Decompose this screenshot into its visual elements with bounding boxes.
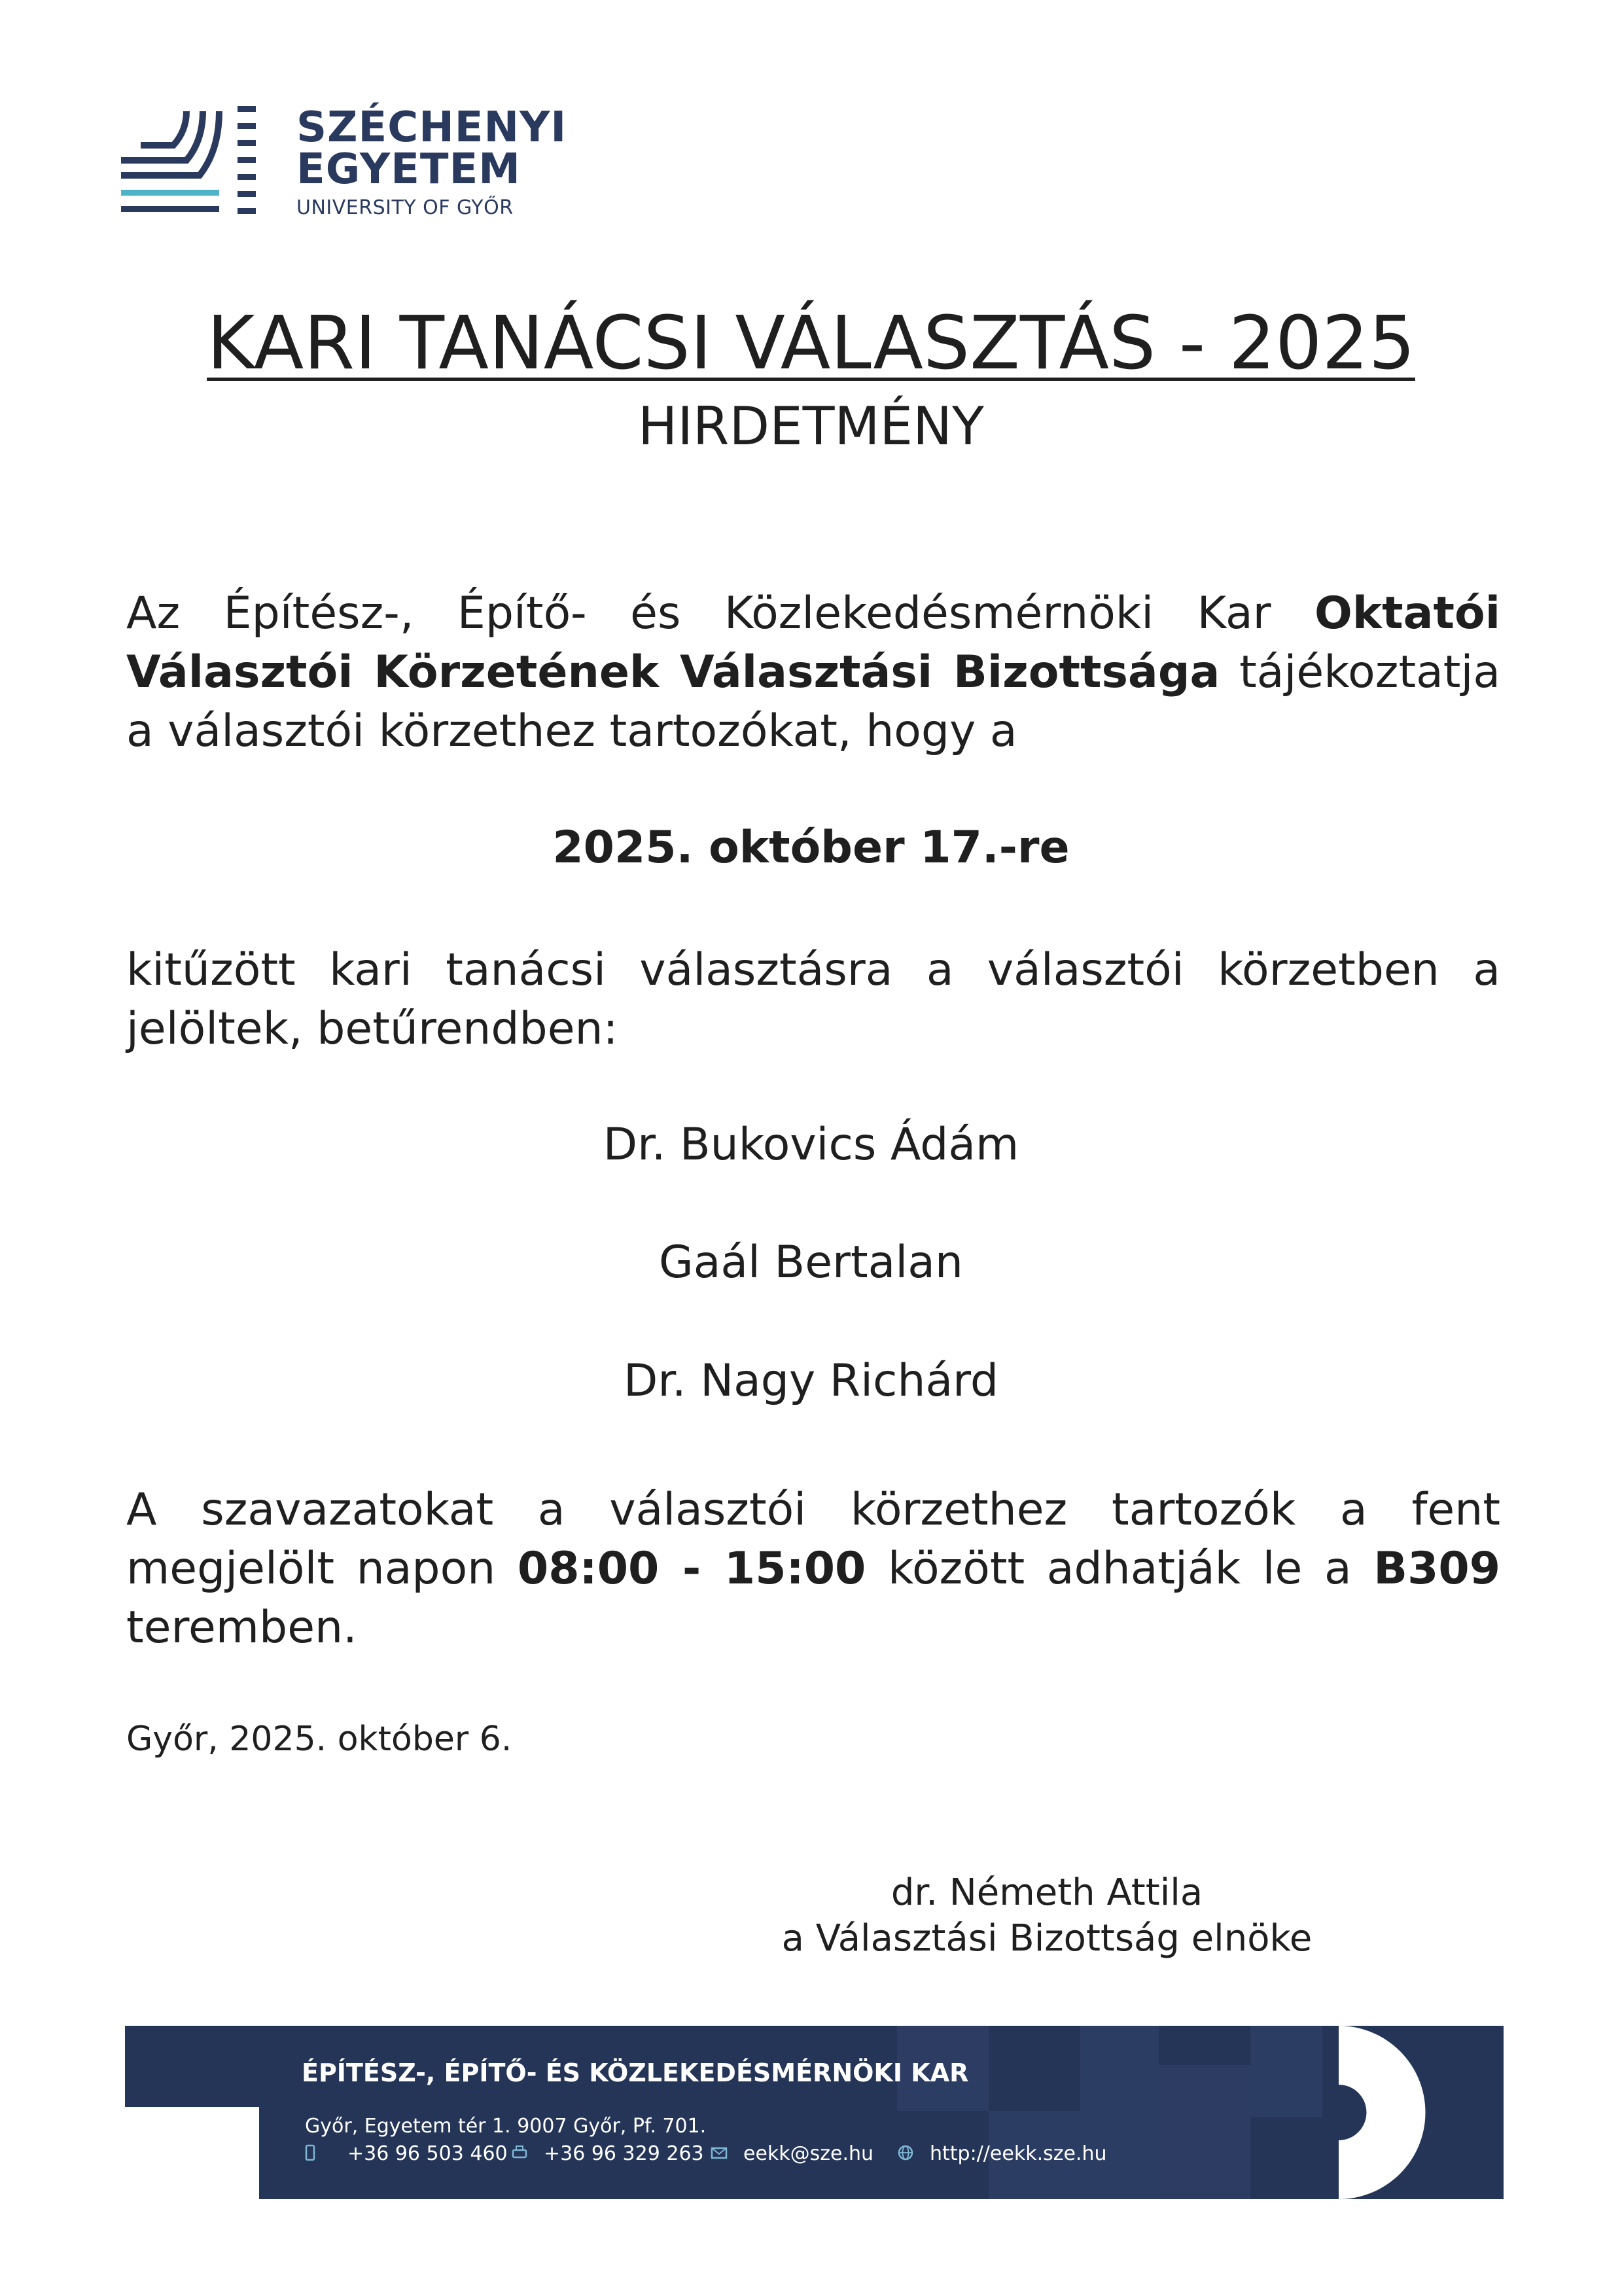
footer-phone: +36 96 503 460 xyxy=(347,2142,508,2165)
place-and-date: Győr, 2025. október 6. xyxy=(126,1720,512,1759)
candidate-name: Gaál Bertalan xyxy=(659,1237,963,1288)
election-date: 2025. október 17.-re xyxy=(552,822,1070,874)
voting-text-3: teremben. xyxy=(126,1602,357,1653)
voting-paragraph xyxy=(126,1481,1500,1657)
university-logo-mark-icon xyxy=(121,98,265,222)
footer-website[interactable]: http://eekk.sze.hu xyxy=(930,2142,1107,2165)
signatory-name: dr. Németh Attila xyxy=(890,1871,1203,1914)
intro-text-1: Az Építész-, Építő- és Közlekedésmérnöki Kar xyxy=(126,588,1315,639)
intro-paragraph xyxy=(126,584,1500,761)
footer-email[interactable]: eekk@sze.hu xyxy=(743,2142,874,2165)
globe-icon xyxy=(897,2144,914,2161)
footer-faculty-name: ÉPÍTÉSZ-, ÉPÍTŐ- ÉS KÖZLEKEDÉSMÉRNÖKI KAR xyxy=(302,2058,969,2087)
phone-icon xyxy=(302,2144,319,2161)
footer-address: Győr, Egyetem tér 1. 9007 Győr, Pf. 701. xyxy=(305,2115,707,2138)
logo-text-line3: UNIVERSITY OF GYŐR xyxy=(296,196,514,219)
document-title: KARI TANÁCSI VÁLASZTÁS - 2025 xyxy=(207,301,1415,386)
candidate-name: Dr. Bukovics Ádám xyxy=(603,1119,1019,1171)
candidates-intro: kitűzött kari tanácsi választásra a választói körzetben a jelöltek, betűrendben: xyxy=(126,944,1500,1055)
voting-time: 08:00 - 15:00 xyxy=(517,1543,866,1595)
intro-text-2: tájékoztatja a választói körzethez tartozókat, hogy a xyxy=(126,646,1500,757)
signatory-role: a Választási Bizottság elnöke xyxy=(781,1917,1313,1960)
candidate-name: Dr. Nagy Richárd xyxy=(623,1355,999,1407)
logo-text-line2: EGYETEM xyxy=(296,145,521,194)
voting-room: B309 xyxy=(1373,1543,1501,1595)
intro-committee-name: Oktatói Választói Körzetének Választási Bizottsága xyxy=(126,588,1500,698)
voting-text-1: A szavazatokat a választói körzethez tartozók a fent megjelölt napon xyxy=(126,1484,1500,1595)
document-subtitle: HIRDETMÉNY xyxy=(638,396,984,457)
footer-decoration-icon xyxy=(125,2026,1504,2199)
email-icon xyxy=(711,2144,728,2161)
footer-fax: +36 96 329 263 xyxy=(544,2142,704,2165)
logo-text-line1: SZÉCHENYI xyxy=(296,103,567,152)
voting-text-2: között adhatják le a xyxy=(866,1543,1374,1595)
fax-icon xyxy=(511,2144,528,2161)
footer-banner xyxy=(125,2026,1504,2199)
university-logo xyxy=(121,98,592,222)
